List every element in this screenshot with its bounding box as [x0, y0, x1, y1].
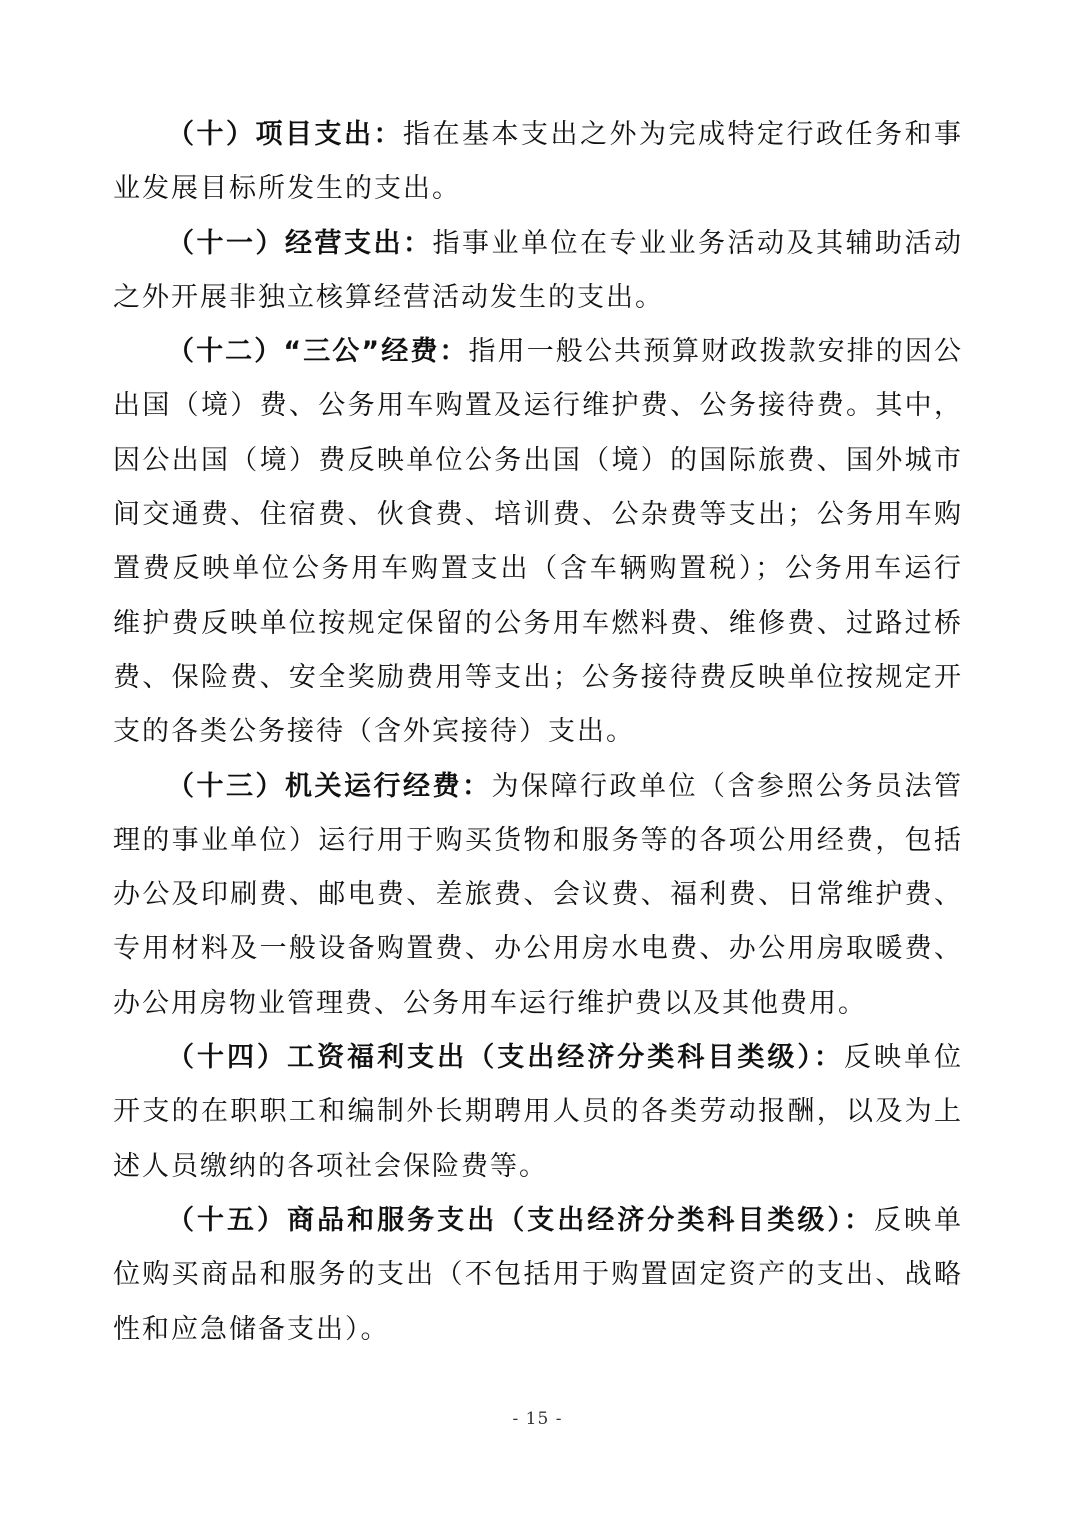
paragraph-goods-services-expenditure — [113, 1194, 963, 1357]
paragraph-project-expenditure — [113, 108, 963, 217]
definition-agency-operating-funds: 为保障行政单位（含参照公务员法管理的事业单位）运行用于购买货物和服务等的各项公用经费，包括办公及印刷费、邮电费、差旅费、会议费、福利费、日常维护费、专用材料及一般设备购置费、办公用房水电费、办公用房取暖费、办公用房物业管理费、公务用车运行维护费以及其他费用。 — [113, 770, 963, 1019]
term-three-public-expenses: （十二）“三公”经费： — [167, 336, 469, 368]
definition-goods-services-expenditure: 反映单位购买商品和服务的支出（不包括用于购置固定资产的支出、战略性和应急储备支出）。 — [113, 1204, 964, 1345]
paragraph-three-public-expenses — [113, 325, 963, 759]
paragraph-agency-operating-funds — [113, 760, 963, 1031]
definition-project-expenditure: 指在基本支出之外为完成特定行政任务和事业发展目标所发生的支出。 — [113, 119, 963, 205]
document-body — [113, 108, 963, 1357]
page-number: - 15 - — [512, 1409, 563, 1429]
term-agency-operating-funds: （十三）机关运行经费： — [167, 770, 492, 802]
paragraph-operating-expenditure — [113, 217, 963, 326]
term-project-expenditure: （十）项目支出： — [167, 119, 403, 150]
definition-wage-welfare-expenditure: 反映单位开支的在职职工和编制外长期聘用人员的各类劳动报酬，以及为上述人员缴纳的各项社会保险费等。 — [113, 1042, 964, 1182]
paragraph-wage-welfare-expenditure — [113, 1031, 963, 1194]
term-operating-expenditure: （十一）经营支出： — [167, 227, 433, 259]
term-goods-services-expenditure: （十五）商品和服务支出（支出经济分类科目类级）： — [167, 1204, 874, 1236]
term-wage-welfare-expenditure: （十四）工资福利支出（支出经济分类科目类级）： — [167, 1042, 844, 1074]
definition-operating-expenditure: 指事业单位在专业业务活动及其辅助活动之外开展非独立核算经营活动发生的支出。 — [113, 227, 963, 313]
definition-three-public-expenses: 指用一般公共预算财政拨款安排的因公出国（境）费、公务用车购置及运行维护费、公务接待费。其中，因公出国（境）费反映单位公务出国（境）的国际旅费、国外城市间交通费、住宿费、伙食费、培训费、公杂费等支出；公务用车购置费反映单位公务用车购置支出（含车辆购置税）；公务用车运行维护费反映单位按规定保留的公务用车燃料费、维修费、过路过桥费、保险费、安全奖励费用等支出；公务接待费反映单位按规定开支的各类公务接待（含外宾接待）支出。 — [113, 336, 963, 748]
